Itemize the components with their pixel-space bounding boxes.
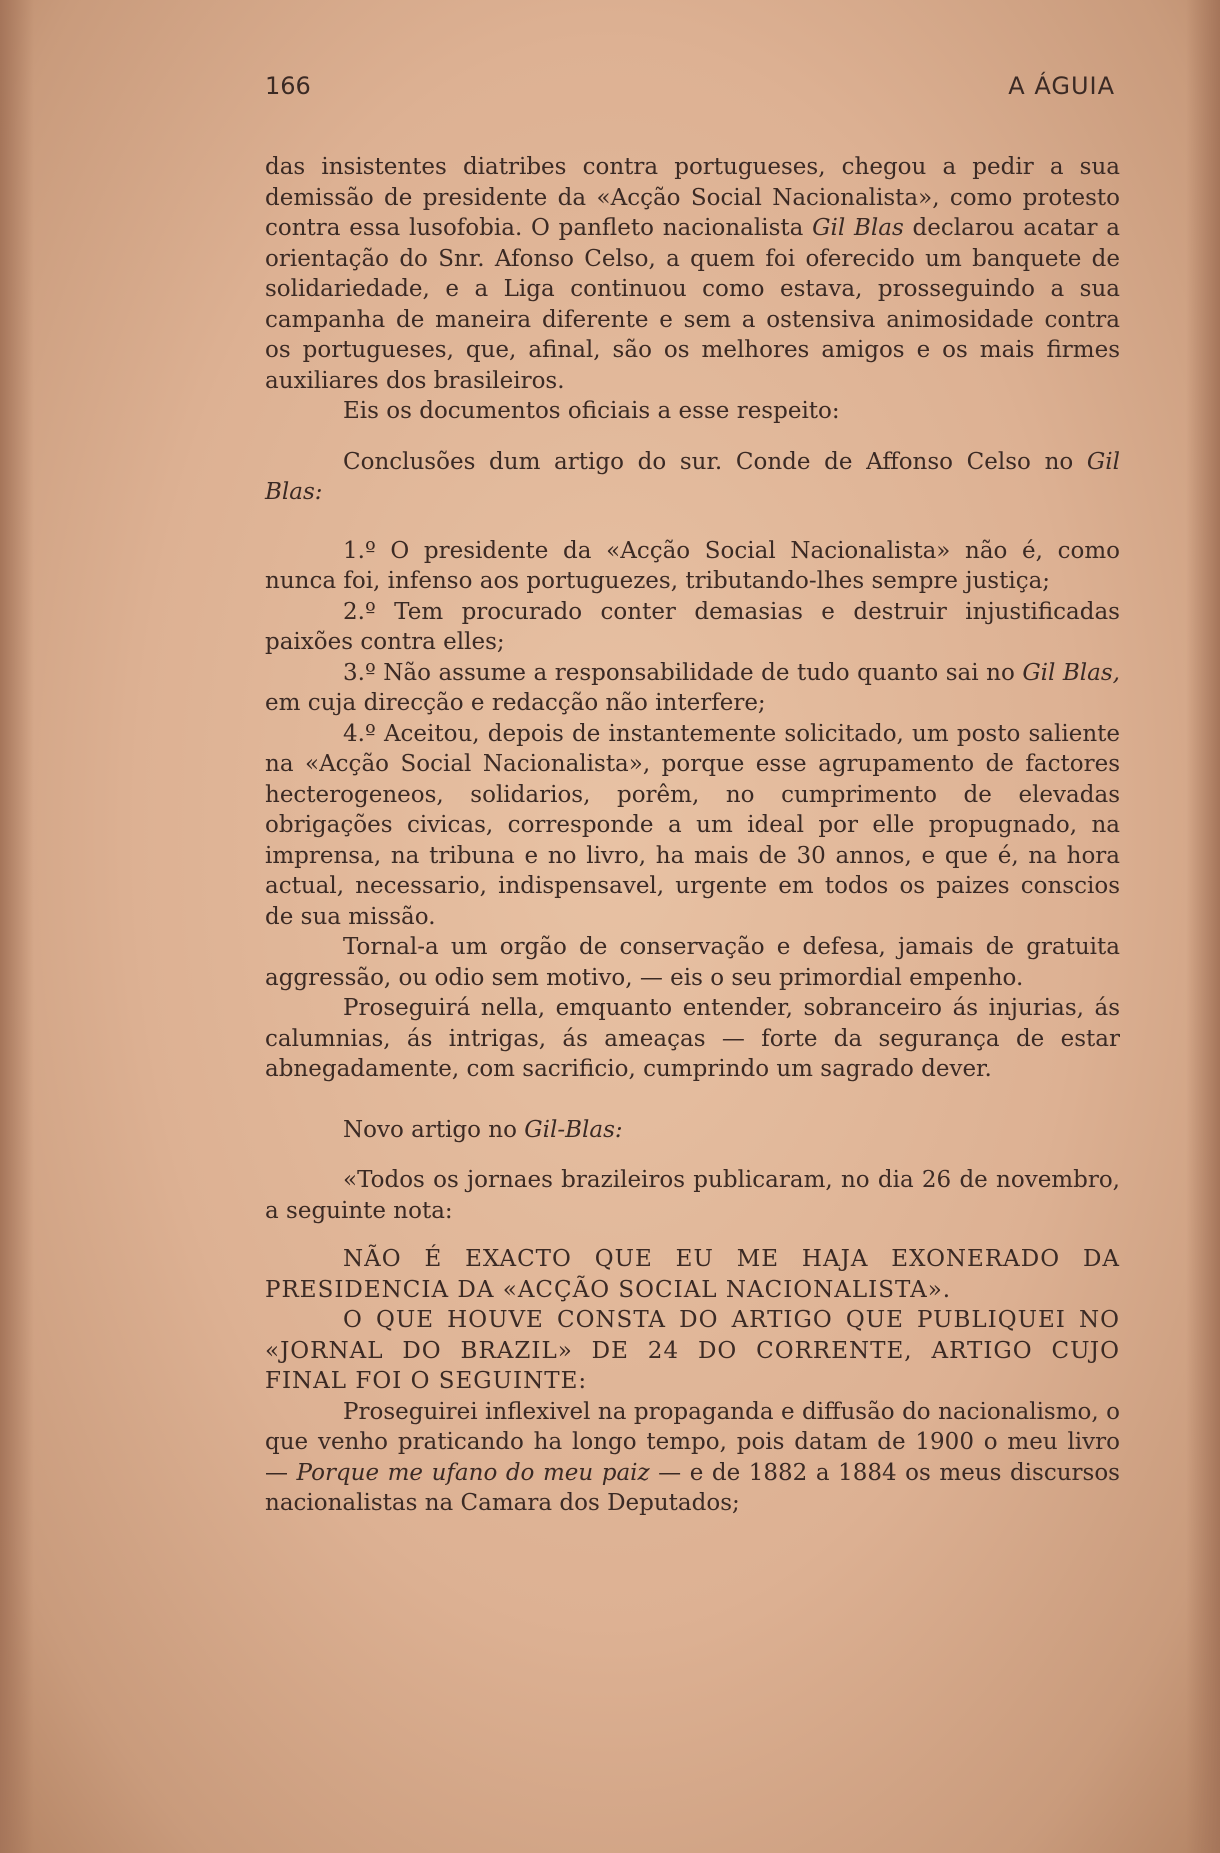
italic-title: Gil-Blas: [524,1116,623,1143]
paragraph-documents-intro: Eis os documentos oficiais a esse respeito: [343,398,840,424]
page-edge-shadow-left [0,0,34,1853]
paragraph-intro: das insistentes diatribes contra portugueses, chegou a pedir a sua demissão de presidente da «Acção Social Nacionalista», como protesto contra essa lusofobia. O panfleto nacionalista Gil Blas declarou acatar a orientação do Snr. Afonso Celso, a quem foi oferecido um banquete de solidariedade, e a Liga continuou como estava, prosseguindo a sua campanha de maneira diferente e sem a ostensiva animosidade contra os portugueses, que, afinal, são os melhores amigos e os mais firmes auxiliares dos brasileiros. [265,154,1121,394]
paragraph-new-article-heading: Novo artigo no Gil-Blas: [343,1116,623,1143]
paragraph-point-2: 2.º Tem procurado conter demasias e destruir injustificadas paixões contra elles; [265,598,1120,655]
italic-title: Porque me ufano do meu paiz [296,1459,650,1486]
italic-title: Gil Blas, [1022,659,1120,686]
body-text [265,152,1120,1519]
paragraph-caps-2: O QUE HOUVE CONSTA DO ARTIGO QUE PUBLIQUEI NO «JORNAL DO BRAZIL» DE 24 DO CORRENTE, ARTIGO CUJO FINAL FOI O SEGUINTE: [265,1307,1120,1394]
page-edge-shadow-right [1186,0,1220,1853]
paragraph-point-1: 1.º O presidente da «Acção Social Nacionalista» não é, como nunca foi, infenso aos portuguezes, tributando-lhes sempre justiça; [265,537,1120,594]
italic-title: Gil Blas [812,215,904,241]
paragraph-conclusions-heading: Conclusões dum artigo do sur. Conde de Affonso Celso no Gil Blas: [265,448,1120,505]
paragraph-resolve: Proseguirá nella, emquanto entender, sobranceiro ás injurias, ás calumnias, ás intrigas, ás ameaças — forte da segurança de estar abnegadamente, com sacrificio, cumprindo um sagrado dever. [265,995,1120,1082]
page-number: 166 [265,72,311,100]
running-head: A ÁGUIA [1008,72,1115,100]
paragraph-purpose: Tornal-a um orgão de conservação e defesa, jamais de gratuita aggressão, ou odio sem motivo, — eis o seu primordial empenho. [265,934,1120,991]
paragraph-point-4: 4.º Aceitou, depois de instantemente solicitado, um posto saliente na «Acção Social Nacionalista», porque esse agrupamento de factores hecterogeneos, solidarios, porêm, no cumprimento de elevadas obrigações civicas, corresponde a um ideal por elle propugnado, na imprensa, na tribuna e no livro, ha mais de 30 annos, e que é, na hora actual, necessario, indispensavel, urgente em todos os paizes conscios de sua missão. [265,720,1120,930]
paragraph-point-3: 3.º Não assume a responsabilidade de tudo quanto sai no Gil Blas, em cuja direcção e redacção não interfere; [265,659,1120,716]
paragraph-final: Proseguirei inflexivel na propaganda e diffusão do nacionalismo, o que venho praticando ha longo tempo, pois datam de 1900 o meu livro — Porque me ufano do meu paiz — e de 1882 a 1884 os meus discursos nacionalistas na Camara dos Deputados; [265,1398,1120,1516]
page-header [265,72,1115,112]
italic-title: Gil Blas: [265,448,1120,505]
paragraph-caps-1: NÃO É EXACTO QUE EU ME HAJA EXONERADO DA PRESIDENCIA DA «ACÇÃO SOCIAL NACIONALISTA». [265,1246,1120,1303]
paragraph-newspapers: «Todos os jornaes brazileiros publicaram, no dia 26 de novembro, a seguinte nota: [265,1167,1120,1224]
